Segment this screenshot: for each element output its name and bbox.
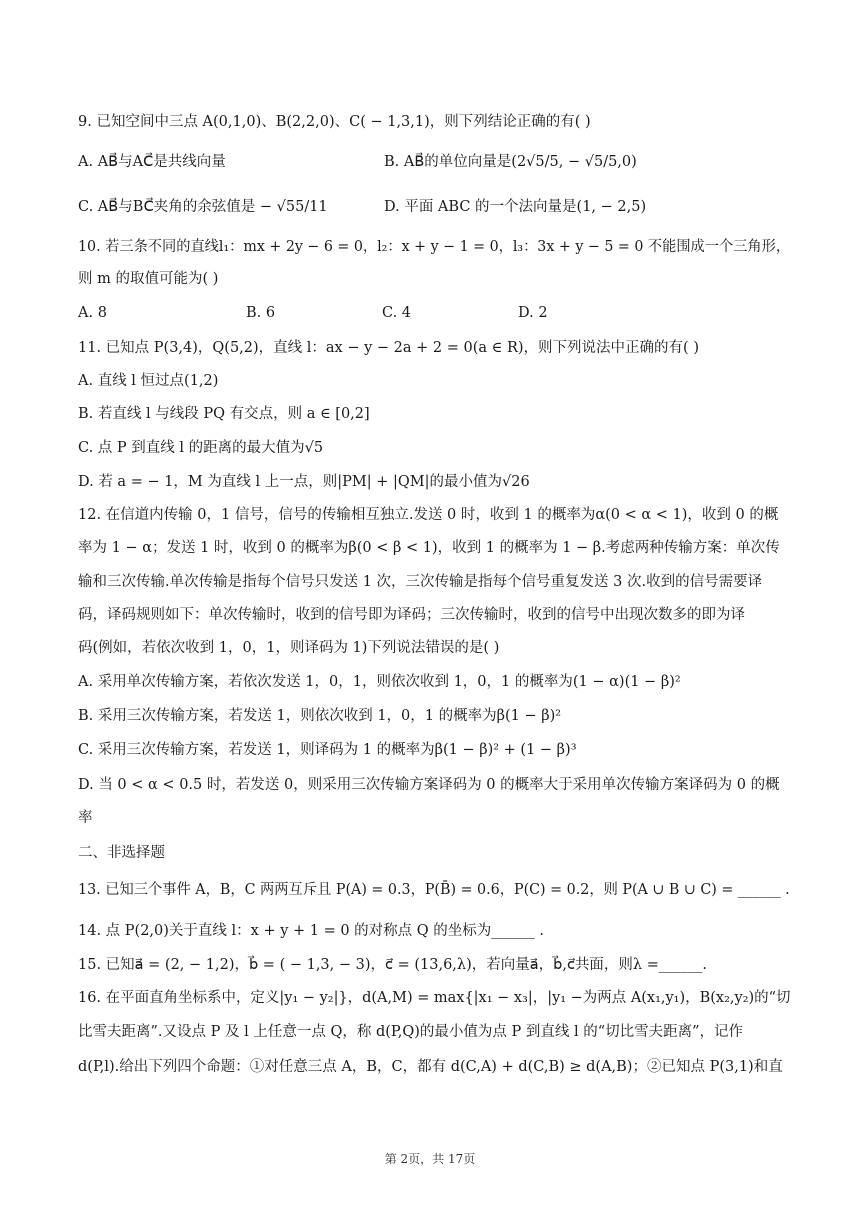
q12-option-c: C. 采用三次传输方案，若发送 1，则译码为 1 的概率为β(1 − β)² + (1 − β)³ bbox=[78, 742, 577, 758]
q12-option-d-line2: 率 bbox=[78, 810, 93, 826]
q10-stem-line1: 10. 若三条不同的直线l₁：mx + 2y − 6 = 0，l₂：x + y − 1 = 0，l₃：3x + y − 5 = 0 不能围成一个三角形， bbox=[78, 239, 791, 255]
q14: 14. 点 P(2,0)关于直线 l：x + y + 1 = 0 的对称点 Q 的坐标为______ . bbox=[78, 923, 545, 939]
q12-option-a: A. 采用单次传输方案，若依次发送 1，0，1，则依次收到 1，0，1 的概率为(1 − α)(1 − β)² bbox=[78, 674, 681, 690]
q9-option-c: C. AB⃗与BC⃗夹角的余弦值是 − √55/11 bbox=[78, 199, 328, 215]
q12-stem-line: 率为 1 − α；发送 1 时，收到 0 的概率为β(0 < β < 1)，收到 1 的概率为 1 − β.考虑两种传输方案：单次传 bbox=[78, 540, 780, 556]
q11-option-d: D. 若 a = − 1，M 为直线 l 上一点，则|PM| + |QM|的最小值为√26 bbox=[78, 474, 530, 490]
q12-stem-line: 12. 在信道内传输 0，1 信号，信号的传输相互独立.发送 0 时，收到 1 的概率为α(0 < α < 1)，收到 0 的概 bbox=[78, 507, 779, 523]
q9-option-d: D. 平面 ABC 的一个法向量是(1, − 2,5) bbox=[384, 199, 647, 215]
q16-line: 16. 在平面直角坐标系中，定义|y₁ − y₂|}，d(A,M) = max{|x₁ − x₃|，|y₁ −为两点 A(x₁,y₁)，B(x₂,y₂)的“切 bbox=[78, 990, 791, 1006]
q9-option-a: A. AB⃗与AC⃗是共线向量 bbox=[78, 154, 226, 170]
q10-option-b: B. 6 bbox=[246, 305, 276, 321]
q15: 15. 已知a⃗ = (2, − 1,2)，b⃗ = ( − 1,3, − 3)，c⃗ = (13,6,λ)，若向量a⃗，b⃗,c⃗共面，则λ =______. bbox=[78, 957, 707, 973]
q16-line: d(P,l).给出下列四个命题：①对任意三点 A，B，C，都有 d(C,A) + d(C,B) ≥ d(A,B)；②已知点 P(3,1)和直 bbox=[78, 1059, 783, 1075]
q9-stem: 9. 已知空间中三点 A(0,1,0)、B(2,2,0)、C( − 1,3,1)，则下列结论正确的有( ) bbox=[78, 114, 591, 130]
q11-option-b: B. 若直线 l 与线段 PQ 有交点，则 a ∈ [0,2] bbox=[78, 406, 370, 422]
q11-option-a: A. 直线 l 恒过点(1,2) bbox=[78, 373, 219, 389]
q11-option-c: C. 点 P 到直线 l 的距离的最大值为√5 bbox=[78, 440, 324, 456]
q11-stem: 11. 已知点 P(3,4)，Q(5,2)，直线 l：ax − y − 2a + 2 = 0(a ∈ R)，则下列说法中正确的有( ) bbox=[78, 340, 699, 356]
q10-option-a: A. 8 bbox=[78, 305, 107, 321]
q13: 13. 已知三个事件 A，B，C 两两互斥且 P(A) = 0.3，P(B̄) = 0.6，P(C) = 0.2，则 P(A ∪ B ∪ C) = ______ . bbox=[78, 882, 790, 898]
q12-option-b: B. 采用三次传输方案，若发送 1，则依次收到 1，0，1 的概率为β(1 − β)² bbox=[78, 708, 562, 724]
q10-option-c: C. 4 bbox=[382, 305, 412, 321]
q12-stem-line: 输和三次传输.单次传输是指每个信号只发送 1 次，三次传输是指每个信号重复发送 3 次.收到的信号需要译 bbox=[78, 574, 763, 590]
q9-option-b: B. AB⃗的单位向量是(2√5/5, − √5/5,0) bbox=[384, 154, 637, 170]
q12-option-d-line1: D. 当 0 < α < 0.5 时，若发送 0，则采用三次传输方案译码为 0 的概率大于采用单次传输方案译码为 0 的概 bbox=[78, 777, 780, 793]
q12-stem-line: 码(例如，若依次收到 1，0，1，则译码为 1)下列说法错误的是( ) bbox=[78, 640, 500, 656]
q12-stem-line: 码，译码规则如下：单次传输时，收到的信号即为译码；三次传输时，收到的信号中出现次数多的即为译 bbox=[78, 607, 745, 623]
q10-option-d: D. 2 bbox=[518, 305, 548, 321]
q16-line: 比雪夫距离”.又设点 P 及 l 上任意一点 Q，称 d(P,Q)的最小值为点 P 到直线 l 的“切比雪夫距离”，记作 bbox=[78, 1024, 744, 1040]
page-footer: 第 2页，共 17页 bbox=[384, 1152, 476, 1166]
q10-stem-line2: 则 m 的取值可能为( ) bbox=[78, 271, 219, 287]
section-heading: 二、非选择题 bbox=[78, 845, 165, 861]
